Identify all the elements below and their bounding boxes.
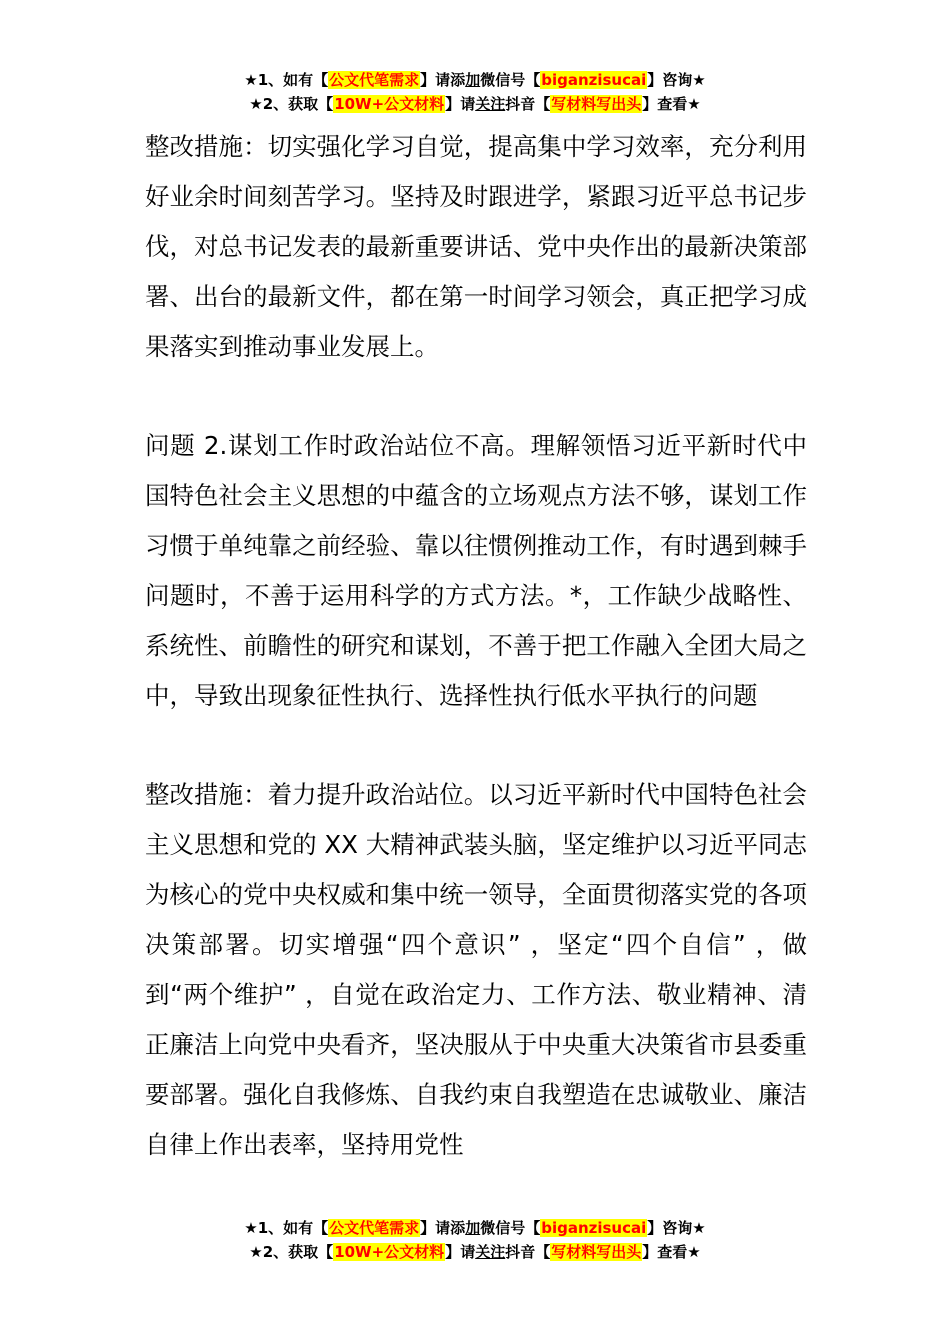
service-highlight: 公文代笔需求 (329, 1219, 420, 1237)
footer-banner-line-1: ★1、如有【公文代笔需求】请添加微信号【biganzisucai】咨询★ (244, 1219, 706, 1237)
douyin-account-highlight: 写材料写出头 (551, 1243, 642, 1261)
wechat-id-highlight: biganzisucai (541, 1219, 647, 1237)
materials-highlight: 10W+公文材料 (334, 1243, 445, 1261)
header-banner-line-1: ★1、如有【公文代笔需求】请添加微信号【biganzisucai】咨询★ (244, 71, 706, 89)
footer-banner-line-2: ★2、获取【10W+公文材料】请关注抖音【写材料写出头】查看★ (249, 1243, 701, 1261)
paragraph-rectification-2: 整改措施：着力提升政治站位。以习近平新时代中国特色社会主义思想和党的 XX 大精神武装头脑，坚定维护以习近平同志为核心的党中央权威和集中统一领导，全面贯彻落实党的各项决策部署。切实增强“四个意识” ，坚定“四个自信” ，做到“两个维护” ，自觉在政治定力、工作方法、敬业精神、清正廉洁上向党中央看齐，坚决服从于中央重大决策省市县委重要部署。强化自我修炼、自我约束自我塑造在忠诚敬业、廉洁自律上作出表率，坚持用党性 (145, 780, 807, 1159)
service-highlight: 公文代笔需求 (329, 71, 420, 89)
document-body (145, 122, 807, 1219)
douyin-account-highlight: 写材料写出头 (551, 95, 642, 113)
header-banner (0, 68, 950, 116)
paragraph-rectification-1: 整改措施：切实强化学习自觉，提高集中学习效率，充分利用好业余时间刻苦学习。坚持及时跟进学，紧跟习近平总书记步伐，对总书记发表的最新重要讲话、党中央作出的最新决策部署、出台的最新文件，都在第一时间学习领会，真正把学习成果落实到推动事业发展上。 (145, 132, 807, 361)
footer-banner (0, 1216, 950, 1264)
materials-highlight: 10W+公文材料 (334, 95, 445, 113)
paragraph-problem-2: 问题 2.谋划工作时政治站位不高。理解领悟习近平新时代中国特色社会主义思想的中蕴含的立场观点方法不够，谋划工作习惯于单纯靠之前经验、靠以往惯例推动工作，有时遇到棘手问题时，不善于运用科学的方式方法。*，工作缺少战略性、系统性、前瞻性的研究和谋划，不善于把工作融入全团大局之中，导致出现象征性执行、选择性执行低水平执行的问题 (145, 431, 807, 710)
wechat-id-highlight: biganzisucai (541, 71, 647, 89)
header-banner-line-2: ★2、获取【10W+公文材料】请关注抖音【写材料写出头】查看★ (249, 95, 701, 113)
